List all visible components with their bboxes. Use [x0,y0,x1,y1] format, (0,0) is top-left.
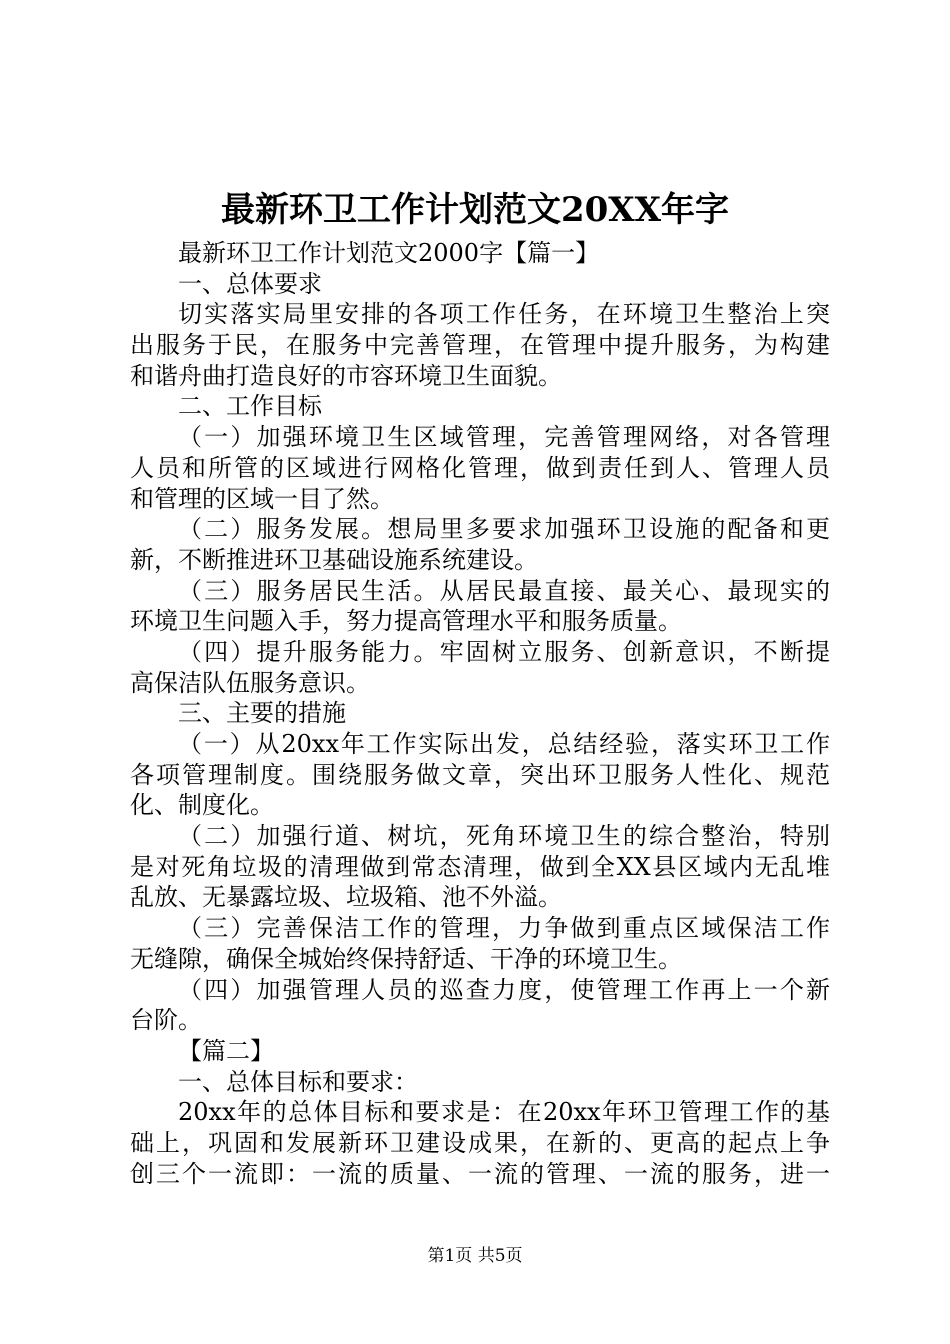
text-line: 【篇二】 [178,1036,274,1065]
document-body [130,238,830,1189]
text-line: （三）服务居民生活。从居民最直接、最关心、最现实的 [178,576,830,605]
text-line: 无缝隙，确保全城始终保持舒适、干净的环境卫生。 [130,944,682,973]
text-line: 化、制度化。 [130,791,274,820]
text-line: 人员和所管的区域进行网格化管理，做到责任到人、管理人员 [130,453,830,482]
text-line: 出服务于民，在服务中完善管理，在管理中提升服务，为构建 [130,331,830,360]
text-line: 切实落实局里安排的各项工作任务，在环境卫生整治上突 [178,300,830,329]
text-line: 各项管理制度。围绕服务做文章，突出环卫服务人性化、规范 [130,760,830,789]
text-line: （四）加强管理人员的巡查力度，使管理工作再上一个新 [178,975,830,1004]
text-line: 20xx年的总体目标和要求是：在20xx年环卫管理工作的基 [178,1098,830,1127]
text-line: （二）服务发展。想局里多要求加强环卫设施的配备和更 [178,515,830,544]
text-line: 新，不断推进环卫基础设施系统建设。 [130,545,538,574]
text-line: 和谐舟曲打造良好的市容环境卫生面貌。 [130,361,562,390]
document-title: 最新环卫工作计划范文20XX年字 [220,190,730,230]
page-footer: 第1页 共5页 [427,1246,523,1266]
text-line: 一、总体目标和要求： [178,1067,418,1096]
text-line: 三、主要的措施 [178,699,346,728]
text-line: 环境卫生问题入手，努力提高管理水平和服务质量。 [130,607,682,636]
text-line: 二、工作目标 [178,392,322,421]
text-line: 台阶。 [130,1006,202,1035]
text-line: 是对死角垃圾的清理做到常态清理，做到全XX县区域内无乱堆 [130,852,830,881]
text-line: 创三个一流即：一流的质量、一流的管理、一流的服务，进一 [130,1159,830,1188]
text-line: 最新环卫工作计划范文2000字【篇一】 [178,239,600,267]
text-line: 乱放、无暴露垃圾、垃圾箱、池不外溢。 [130,883,562,912]
text-line: 高保洁队伍服务意识。 [130,668,370,697]
text-line: （三）完善保洁工作的管理，力争做到重点区域保洁工作 [178,914,830,943]
text-line: （一）从20xx年工作实际出发，总结经验，落实环卫工作 [178,730,830,758]
text-line: 和管理的区域一目了然。 [130,484,394,513]
text-line: （二）加强行道、树坑，死角环境卫生的综合整治，特别 [178,822,830,851]
text-line: 础上，巩固和发展新环卫建设成果，在新的、更高的起点上争 [130,1128,830,1157]
text-line: （一）加强环境卫生区域管理，完善管理网络，对各管理 [178,423,830,452]
text-line: 一、总体要求 [178,269,322,298]
text-line: （四）提升服务能力。牢固树立服务、创新意识，不断提 [178,637,830,666]
